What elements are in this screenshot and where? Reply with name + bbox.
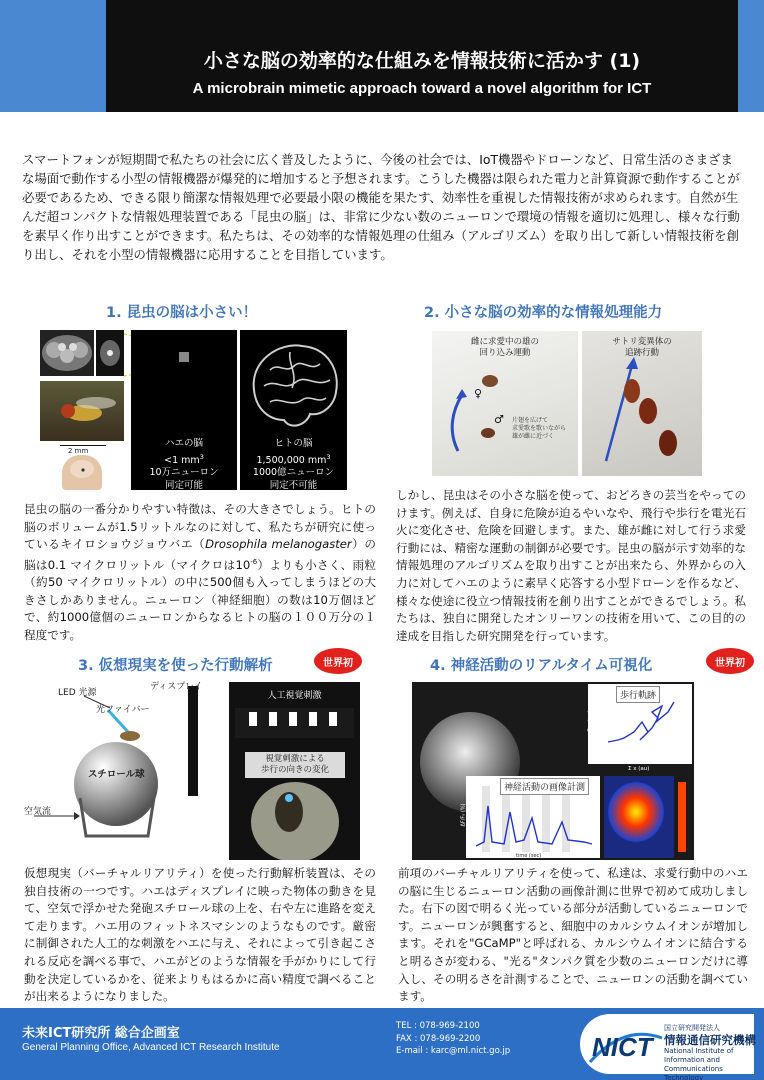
label-fiber: 光ファイバー bbox=[96, 705, 150, 715]
courtship-label bbox=[432, 337, 578, 359]
walk-track-label: 歩行軌跡 bbox=[616, 686, 660, 703]
df-axis: ΔF/F₀ (%) bbox=[460, 803, 467, 827]
direction-change-label: 視覚刺激による 歩行の向きの変化 bbox=[245, 752, 345, 778]
human-brain-volume-exp: 3 bbox=[326, 452, 331, 461]
section3-body: 仮想現実（バーチャルリアリティ）を使った行動解析装置は、その独自技術の一つです。ハエはディスプレイに映った物体の動きを見て、空気で浮かせた発砲スチロール球の上を、右や左に進路を変えて走ります。ハエ用のフィットネスマシンのようなものです。厳密に制御された人工的な刺激をハエに与え、それによって引き起こされる反応を調べる事で、ハエがどのような情報を手がかりにして行動を決定しているかを、従来よりもはるかに高い精度で調べることが出来るようになりました。 bbox=[24, 866, 376, 1004]
nict-type: 国立研究開発法人 bbox=[664, 1024, 720, 1032]
section3-title: 3. 仮想現実を使った行動解析 bbox=[78, 658, 273, 674]
imaging-composite bbox=[412, 682, 694, 860]
section1-body-a: 昆虫の脳の一番分かりやすい特徴は、その大きさでしょう。ヒトの脳のボリュームが1.5リットルなのに対して、私たちが研究に使っているキイロショウジョウバエ（ bbox=[24, 502, 376, 552]
human-brain-title: ヒトの脳 bbox=[274, 438, 313, 449]
vr-stimulus-photo bbox=[229, 682, 360, 860]
fly-brain-closeup bbox=[96, 330, 124, 376]
fingertip-photo bbox=[62, 455, 102, 490]
section1-title: 1. 昆虫の脳は小さい！ bbox=[106, 305, 258, 321]
time-axis: time (sec) bbox=[516, 853, 542, 859]
header-accent-right bbox=[738, 0, 764, 112]
footer-org-ja: 未来ICT研究所 総合企画室 bbox=[22, 1026, 180, 1041]
imaging-label: 神経活動の画像計測 bbox=[500, 778, 589, 795]
scale-label: 2 mm bbox=[68, 447, 89, 455]
fly-brain-neurons: 10万ニューロン bbox=[149, 467, 219, 479]
title-english: A microbrain mimetic approach toward a novel algorithm for ICT bbox=[192, 80, 652, 97]
walk-y-axis: Σ y (au) bbox=[587, 710, 594, 732]
tracking-photo bbox=[582, 331, 702, 476]
human-brain-panel bbox=[240, 330, 347, 490]
fly-brain-identifiable: 同定可能 bbox=[164, 479, 203, 490]
courtship-note: 片翅を広げて 求愛歌を歌いながら 雄が雌に近づく bbox=[512, 417, 567, 440]
courtship-photo bbox=[432, 331, 578, 476]
nict-name-en2: Communications Technology bbox=[664, 1065, 723, 1080]
header-accent-left bbox=[0, 0, 106, 112]
label-led: LED 光源 bbox=[58, 688, 97, 698]
fly-brain-volume-value: <1 mm bbox=[164, 454, 200, 466]
nict-name-en1: National Institute of Information and bbox=[664, 1047, 734, 1064]
world-first-badge-3: 世界初 bbox=[314, 648, 362, 674]
section2-body: しかし、昆虫はその小さな脳を使って、おどろきの芸当をやってのけます。例えば、自身に危険が迫るやいなや、飛行や歩行を電光石火に変化させ、危険を回避します。また、雄が雌に対して行う求愛行動には、精密な運動の制御が必要です。昆虫の脳が示す効率的な情報処理のアルゴリズムを取り出すことが出来たら、外界からの入力に対してハエのように素早く応答する小型ドローンを作るなど、様々な使途に役立つ情報技術を創り出すことができるでしょう。私たちは、独自に開発したオンリーワンの技術を用いて、この目的の達成を目指した研究開発を行っています。 bbox=[396, 488, 746, 643]
courtship-label-text: 雌に求愛中の雄の 回り込み運動 bbox=[470, 337, 539, 358]
title-japanese: 小さな脳の効率的な仕組みを情報技術に活かす (1) bbox=[203, 50, 641, 72]
label-airflow: 空気流 bbox=[24, 807, 52, 817]
walk-x-axis: Σ x (au) bbox=[628, 766, 650, 772]
label-display: ディスプレイ bbox=[150, 682, 203, 692]
human-brain-volume-value: 1,500,000 mm bbox=[256, 454, 327, 466]
fly-photo bbox=[40, 381, 124, 441]
section2-title: 2. 小さな脳の効率的な情報処理能力 bbox=[424, 305, 663, 321]
section1-body bbox=[24, 501, 376, 645]
label-ball: スチロール球 bbox=[88, 769, 145, 780]
tracking-label-text: サトリ変異体の 追跡行動 bbox=[612, 337, 672, 358]
footer-fax: FAX : 078-969-2200 bbox=[396, 1033, 481, 1044]
section1-body-c: ）よりも小さく、雨粒（約50 マイクロリットル）の中に500個も入ってしまうほどの大きさしかありません。ニューロン（神経細胞）の数は10万個ほどで、約1000億個のニューロンからなるヒトの脳の１００万分の１程度です。 bbox=[24, 557, 376, 643]
human-brain-neurons: 1000億ニューロン bbox=[252, 467, 335, 479]
stimulus-label: 人工視覚刺激 bbox=[267, 691, 322, 701]
footer-tel: TEL : 078-969-2100 bbox=[396, 1021, 480, 1031]
fly-brain-stats bbox=[131, 438, 237, 490]
world-first-badge-4: 世界初 bbox=[706, 648, 754, 674]
section4-body: 前項のバーチャルリアリティを使って、私達は、求愛行動中のハエの脳に生じるニューロン活動の画像計測に世界で初めて成功しました。右下の図で明るく光っている部分が活動しているニューロンです。ニューロンが興奮すると、細胞中のカルシウムイオンが増加します。それを"GCaMP"と呼ばれる、カルシウムイオンに結合すると明るさが変わる、"光る"タンパク質を少数のニューロンだけに導入し、その明るさを計測することで、ニューロンの活動を調べています。 bbox=[398, 866, 748, 1004]
footer-contact bbox=[396, 1020, 510, 1058]
nict-name-ja: 情報通信研究機構 bbox=[664, 1033, 756, 1047]
micro-exponent: -6 bbox=[250, 557, 258, 566]
tracking-label bbox=[582, 337, 702, 359]
fly-brain-panel bbox=[131, 330, 237, 490]
nict-logo bbox=[584, 1024, 664, 1068]
male-symbol: ♂ bbox=[494, 413, 504, 426]
footer-email[interactable]: E-mail : karc@ml.nict.go.jp bbox=[396, 1046, 511, 1056]
species-name: Drosophila melanogaster bbox=[205, 537, 352, 552]
intro-paragraph: スマートフォンが短期間で私たちの社会に広く普及したように、今後の社会では、IoT機器やドローンなど、日常生活のさまざまな場面で動作する小型の情報機器が爆発的に増加すると予想されます。こうした機器は限られた電力と計算資源で動作することが必要であるため、できる限り簡潔な情報処理で必要最小限の機能を果たす、効率性を重視した情報技術が求められます。自然が生んだ超コンパクトな情報処理装置である「昆虫の脳」は、非常に少ない数のニューロンで環境の情報を適切に処理し、様々な行動を素早く作り出すことができます。私たちは、その効率的な情報処理の仕組み（アルゴリズム）を取り出して新しい情報技術を創り出し、それを小型の情報機器に応用することを目指しています。 bbox=[22, 152, 740, 262]
section4-title: 4. 神経活動のリアルタイム可視化 bbox=[430, 658, 653, 674]
human-brain-volume bbox=[240, 451, 347, 468]
human-brain-stats bbox=[240, 438, 347, 490]
female-symbol: ♀ bbox=[474, 387, 483, 400]
footer-org-en: General Planning Office, Advanced ICT Research Institute bbox=[22, 1042, 280, 1053]
fly-brain-volume-exp: 3 bbox=[199, 452, 204, 461]
fly-brain-title: ハエの脳 bbox=[164, 438, 203, 449]
section1-body-b: ）の脳は0.1 マイクロリットル（マイクロは10 bbox=[24, 537, 376, 572]
human-brain-identifiable: 同定不可能 bbox=[269, 479, 318, 490]
scale-bar bbox=[60, 445, 106, 446]
human-brain-icon bbox=[240, 330, 347, 438]
nict-logo-text: NICT bbox=[592, 1032, 653, 1062]
nict-name bbox=[664, 1024, 764, 1080]
fly-brain-volume bbox=[131, 451, 237, 468]
fly-brain-micrograph bbox=[40, 330, 94, 376]
